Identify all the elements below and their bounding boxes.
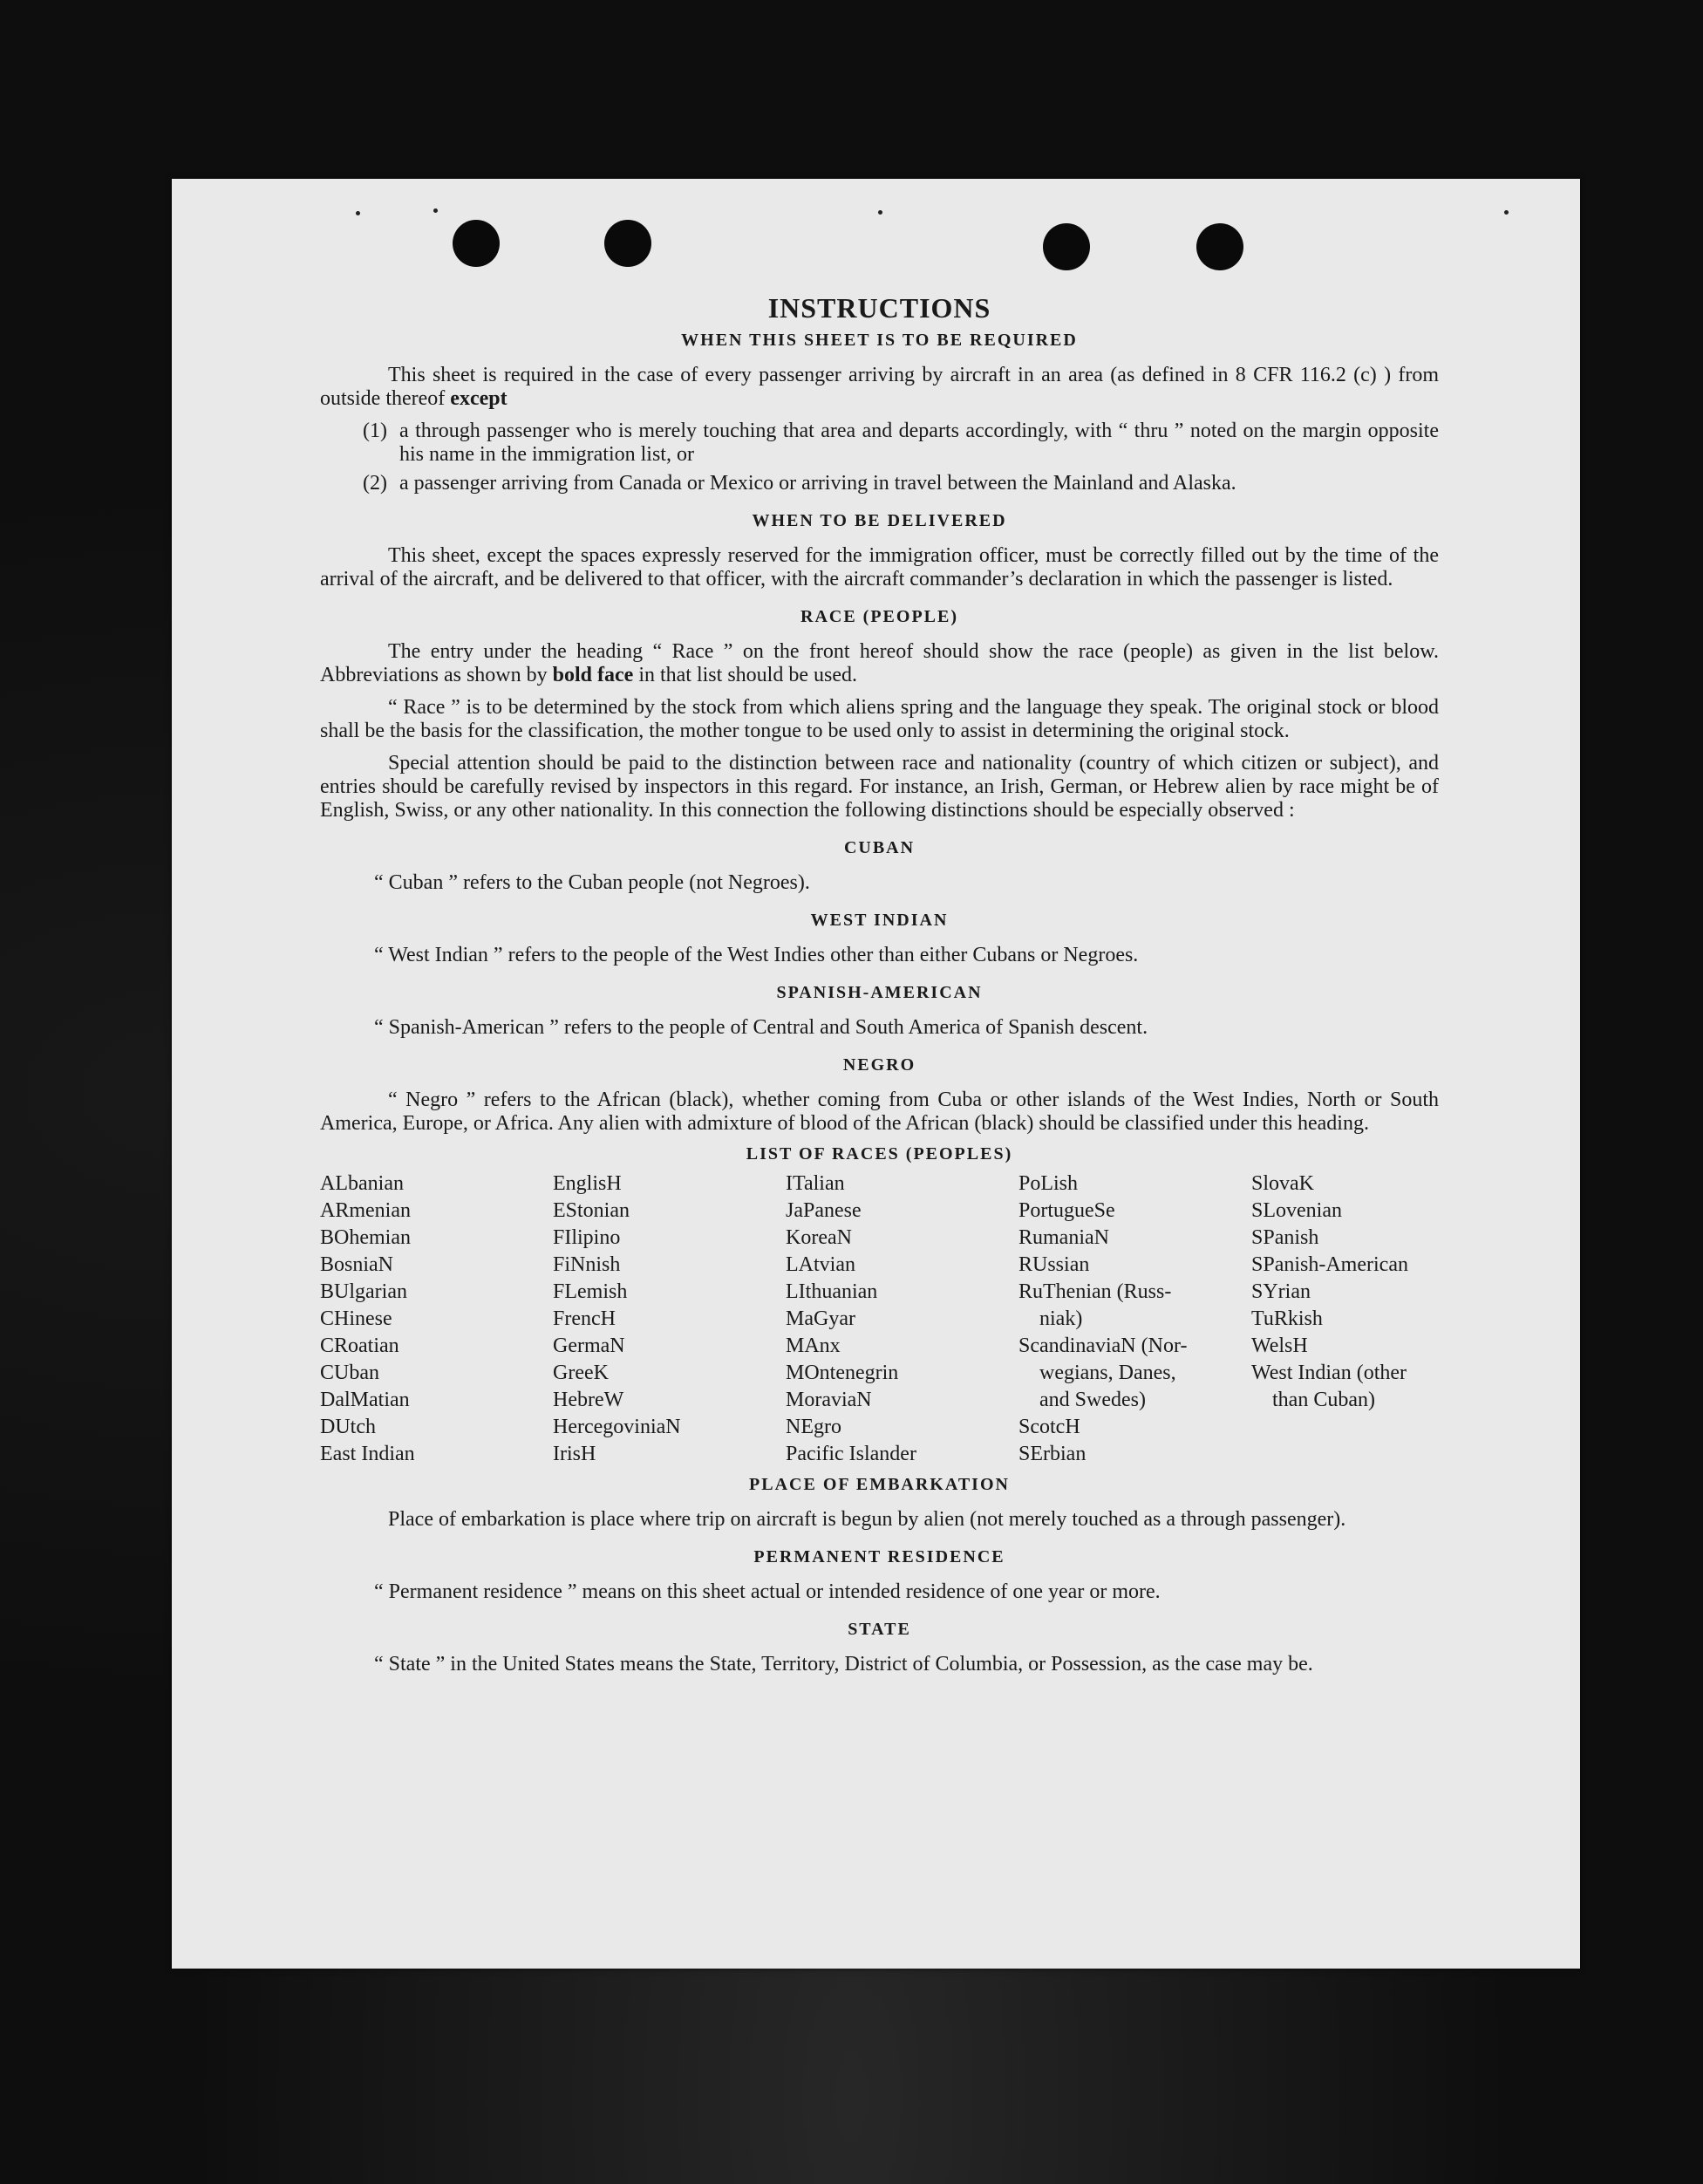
race-entry: SLovenian xyxy=(1251,1199,1342,1222)
race-entry: FiNnish xyxy=(553,1253,621,1276)
race-entry: SlovaK xyxy=(1251,1172,1314,1195)
race-entry: MaGyar xyxy=(786,1307,855,1330)
race-entry: BUlgarian xyxy=(320,1280,407,1303)
speck xyxy=(1504,210,1509,215)
paragraph-race-3: Special attention should be paid to the distinction between race and nationality (country of which citizen or subject), and entries should be carefully revised by inspectors in this regard. For instance, an Irish, German, or Hebrew alien by race might be of English, Swiss, or any other nationality. In this connection the following distinctions should be especially observed : xyxy=(320,752,1439,822)
speck xyxy=(878,210,882,215)
document-sheet xyxy=(172,179,1580,1969)
heading-when-delivered: WHEN TO BE DELIVERED xyxy=(752,511,1007,530)
heading-west-indian: WEST INDIAN xyxy=(810,911,949,930)
race-entry: DalMatian xyxy=(320,1389,410,1411)
heading-cuban: CUBAN xyxy=(843,838,916,857)
race-column xyxy=(1018,1170,1251,1468)
race-entry: HercegoviniaN xyxy=(553,1416,681,1438)
race-entry: DUtch xyxy=(320,1416,376,1438)
race-entry: MOntenegrin xyxy=(786,1362,899,1384)
paragraph-residence: “ Permanent residence ” means on this sheet actual or intended residence of one year or more. xyxy=(374,1580,1161,1603)
heading-embarkation: PLACE OF EMBARKATION xyxy=(749,1475,1010,1494)
race-entry: FrencH xyxy=(553,1307,616,1330)
heading-when-required: WHEN THIS SHEET IS TO BE REQUIRED xyxy=(681,331,1078,350)
race-entry: CRoatian xyxy=(320,1334,399,1357)
race-entry: PoLish xyxy=(1018,1172,1079,1195)
race-column xyxy=(1251,1170,1484,1468)
race-column xyxy=(320,1170,553,1468)
speck xyxy=(356,211,360,215)
paragraph-cuban: “ Cuban ” refers to the Cuban people (not Negroes). xyxy=(374,871,810,894)
race-entry: CHinese xyxy=(320,1307,392,1330)
race-entry: SYrian xyxy=(1251,1280,1311,1303)
race-entry: and Swedes) xyxy=(1039,1389,1146,1411)
speck xyxy=(433,208,438,213)
race-entry: EStonian xyxy=(553,1199,630,1222)
race-entry: TuRkish xyxy=(1251,1307,1323,1330)
race-entry: EnglisH xyxy=(553,1172,622,1195)
race-entry: CUban xyxy=(320,1362,379,1384)
race-entry: than Cuban) xyxy=(1272,1389,1375,1411)
race-entry: SErbian xyxy=(1018,1443,1087,1465)
race-entry: ALbanian xyxy=(320,1172,404,1195)
paragraph-negro: “ Negro ” refers to the African (black), whether coming from Cuba or other islands of the West Indies, North or South America, Europe, or Africa. Any alien with admixture of blood of the African (black) should be classified under this heading. xyxy=(320,1089,1439,1135)
punch-hole xyxy=(1043,223,1090,270)
list-item: (1) a through passenger who is merely touching that area and departs accordingly, with “ thru ” noted on the margin opposite his name in the immigration list, or xyxy=(363,420,1439,466)
heading-negro: NEGRO xyxy=(842,1055,916,1075)
list-item: (2) a passenger arriving from Canada or Mexico or arriving in travel between the Mainland and Alaska. xyxy=(363,472,1236,495)
race-entry: BosniaN xyxy=(320,1253,393,1276)
race-entry: PortugueSe xyxy=(1018,1199,1115,1222)
paragraph-spanish-american: “ Spanish-American ” refers to the people of Central and South America of Spanish descent. xyxy=(374,1016,1148,1039)
race-entry: SPanish xyxy=(1251,1226,1319,1249)
punch-hole xyxy=(1196,223,1243,270)
paragraph-race-2: “ Race ” is to be determined by the stock from which aliens spring and the language they speak. The original stock or blood shall be the basis for the classification, the mother tongue to be used only to assist in determining the original stock. xyxy=(320,696,1439,742)
race-entry: WelsH xyxy=(1251,1334,1308,1357)
race-list xyxy=(320,1170,1439,1468)
heading-spanish-american: SPANISH-AMERICAN xyxy=(776,983,983,1002)
page-title: INSTRUCTIONS xyxy=(767,292,991,324)
race-entry: LAtvian xyxy=(786,1253,855,1276)
punch-hole xyxy=(604,220,651,267)
race-entry: Pacific Islander xyxy=(786,1443,916,1465)
race-entry: West Indian (other xyxy=(1251,1362,1407,1384)
race-entry: RUssian xyxy=(1018,1253,1090,1276)
paragraph-when-delivered: This sheet, except the spaces expressly reserved for the immigration officer, must be correctly filled out by the time of the arrival of the aircraft, and be delivered to that officer, with the aircraft commander’s declaration in which the passenger is listed. xyxy=(320,544,1439,590)
race-entry: ScotcH xyxy=(1018,1416,1080,1438)
race-entry: JaPanese xyxy=(786,1199,862,1222)
race-entry: wegians, Danes, xyxy=(1039,1362,1176,1384)
race-entry: MoraviaN xyxy=(786,1389,872,1411)
paragraph-state: “ State ” in the United States means the State, Territory, District of Columbia, or Possession, as the case may be. xyxy=(374,1653,1313,1676)
race-entry: RumaniaN xyxy=(1018,1226,1109,1249)
paragraph-when-required: This sheet is required in the case of every passenger arriving by aircraft in an area (as defined in 8 CFR 116.2 (c) ) from outside thereof except xyxy=(320,364,1439,410)
race-entry: RuThenian (Russ- xyxy=(1018,1280,1172,1303)
race-entry: niak) xyxy=(1039,1307,1083,1330)
race-entry: KoreaN xyxy=(786,1226,852,1249)
race-entry: IrisH xyxy=(553,1443,596,1465)
paragraph-west-indian: “ West Indian ” refers to the people of the West Indies other than either Cubans or Negroes. xyxy=(374,944,1139,966)
instructions-content xyxy=(320,292,1439,1685)
heading-race: RACE (PEOPLE) xyxy=(800,607,958,626)
race-entry: East Indian xyxy=(320,1443,415,1465)
race-column xyxy=(786,1170,1018,1468)
race-entry: ScandinaviaN (Nor- xyxy=(1018,1334,1188,1357)
paragraph-race-1: The entry under the heading “ Race ” on the front hereof should show the race (people) as given in the list below. Abbreviations as shown by bold face in that list should be used. xyxy=(320,640,1439,686)
race-entry: ITalian xyxy=(786,1172,845,1195)
race-entry: SPanish-American xyxy=(1251,1253,1408,1276)
race-entry: GermaN xyxy=(553,1334,625,1357)
paragraph-embarkation: Place of embarkation is place where trip on aircraft is begun by alien (not merely touched as a through passenger). xyxy=(388,1508,1346,1531)
race-entry: GreeK xyxy=(553,1362,609,1384)
race-entry: BOhemian xyxy=(320,1226,411,1249)
heading-state: STATE xyxy=(848,1620,911,1639)
race-entry: FLemish xyxy=(553,1280,628,1303)
race-entry: ARmenian xyxy=(320,1199,411,1222)
race-entry: MAnx xyxy=(786,1334,841,1357)
heading-list-of-races: LIST OF RACES (PEOPLES) xyxy=(746,1144,1013,1164)
race-entry: FIlipino xyxy=(553,1226,621,1249)
heading-residence: PERMANENT RESIDENCE xyxy=(753,1547,1005,1566)
except-emphasis: except xyxy=(450,387,507,410)
race-entry: LIthuanian xyxy=(786,1280,878,1303)
punch-hole xyxy=(453,220,500,267)
race-entry: HebreW xyxy=(553,1389,624,1411)
race-column xyxy=(553,1170,786,1468)
race-entry: NEgro xyxy=(786,1416,841,1438)
